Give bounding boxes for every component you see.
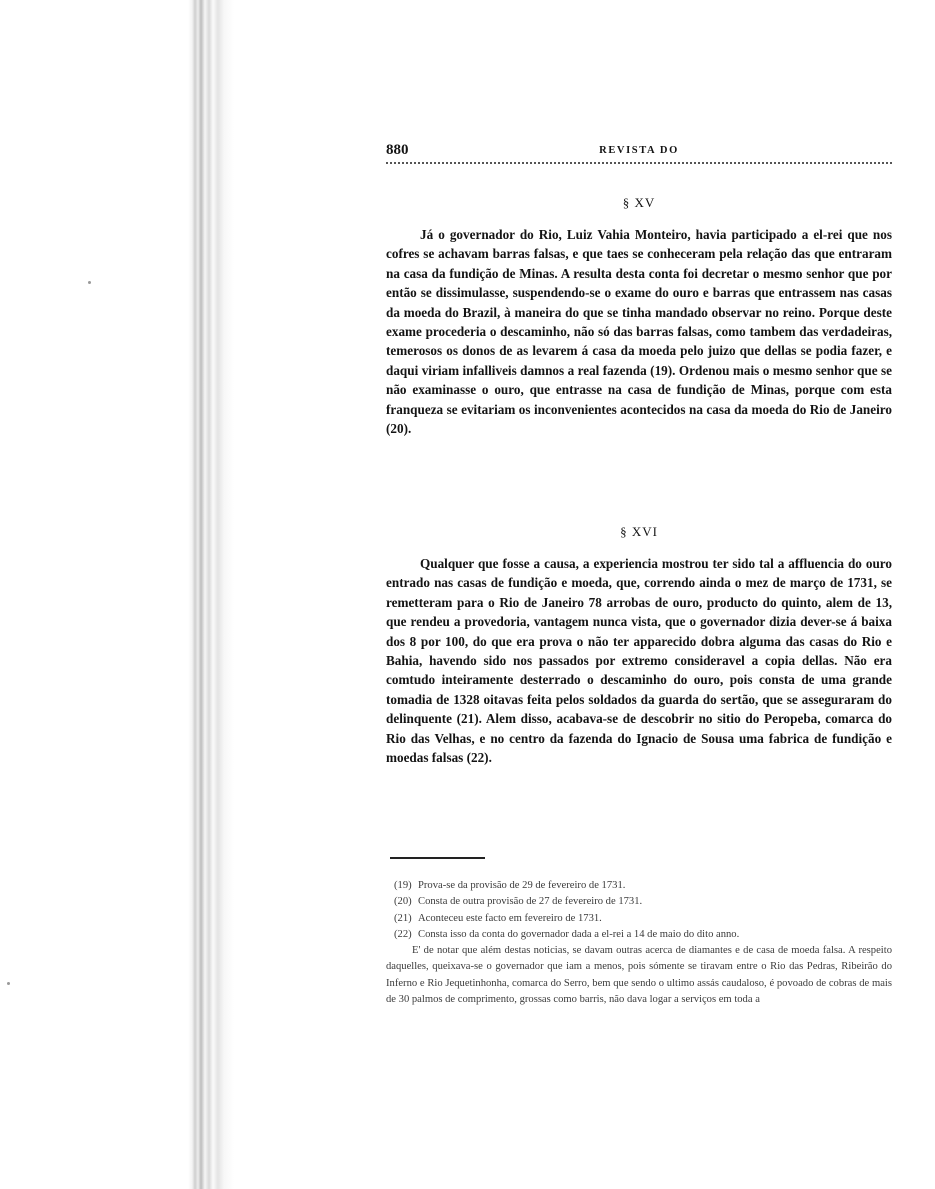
- section-xvi-paragraph: [386, 554, 892, 767]
- section-xv-paragraph: [386, 225, 892, 438]
- section-xv-text: Já o governador do Rio, Luiz Vahia Monteiro, havia participado a el-rei que nos cofres se achavam barras falsas, e que taes se conheceram pela relação das que entraram na casa da fundição de Minas. A resulta desta conta foi decretar o mesmo senhor que por então se dissimulasse, suspendendo-se o exame do ouro e barras que entrassem nas casas da moeda do Brazil, à maneira do que se tinha mandado observar no reino. Porque deste exame procederia o descaminho, não só das barras falsas, como tambem das verdadeiras, temerosos os donos de as levarem á casa da moeda pelo juizo que dellas se podia fazer, e daqui viriam infalliveis damnos a real fazenda (19). Ordenou mais o mesmo senhor que se não examinasse o ouro, que entrasse na casa de fundição de Minas, porque com esta franqueza se evitariam os inconvenientes acontecidos na casa da moeda do Rio de Janeiro (20).: [386, 227, 892, 437]
- footnote-number: (19): [394, 880, 412, 891]
- footnote-number: (22): [394, 928, 412, 940]
- footnote-continuation: E' de notar que além destas noticias, se davam outras acerca de diamantes e de casa de moeda falsa. A respeito daquelles, queixava-se o governador que iam a menos, pois sómente se tiravam entre o Rio das Pedras, Ribeirão do Inferno e Rio Jequetinhonha, comarca do Serro, bem que sendo o ultimo assás caudaloso, é povoado de cobras de mais de 30 palmos de comprimento, grossas como barris, não dava logar a serviços em toda a: [386, 945, 892, 1006]
- footnote-rule: [390, 857, 485, 859]
- footnote-19: [386, 878, 892, 894]
- section-heading-xvi: § XVI: [620, 524, 658, 539]
- footnote-text: Consta de outra provisão de 27 de fevereiro de 1731.: [418, 896, 643, 908]
- footnote-22: [386, 927, 892, 943]
- footnote-text: Consta isso da conta do governador dada a el-rei a 14 de maio do dito anno.: [418, 928, 740, 940]
- page-header: [386, 140, 892, 164]
- section-xvi-text: Qualquer que fosse a causa, a experiencia mostrou ter sido tal a affluencia do ouro entrado nas casas de fundição e moeda, que, correndo ainda o mez de março de 1731, se remetteram para o Rio de Janeiro 78 arrobas de ouro, producto do quinto, alem de 13, que rendeu a provedoria, vantagem nunca vista, que o governador dizia dever-se á baixa dos 8 por 100, do que era prova o não ter apparecido dobra alguma das casas do Rio e Bahia, havendo sido nos passados por extremo consideravel a copia dellas. Não era comtudo inteiramente desterrado o descaminho do ouro, pois consta de uma grande tomadia de 1328 oitavas feita pelos soldados da guarda do sertão, que se asseguraram do delinquente (21). Alem disso, acabava-se de descobrir no sitio do Peropeba, comarca do Rio das Velhas, e no centro da fazenda do Ignacio de Sousa uma fabrica de fundição e moedas falsas (22).: [386, 556, 892, 766]
- footnote-text: Aconteceu este facto em fevereiro de 1731.: [418, 912, 602, 924]
- page-number: 880: [386, 142, 409, 158]
- scan-speck: [88, 281, 91, 284]
- book-binding-gutter: [188, 0, 234, 1189]
- footnote-number: (20): [394, 896, 412, 908]
- section-heading-xv: § XV: [622, 195, 656, 210]
- running-head: REVISTA DO: [599, 145, 679, 156]
- footnote-21: [386, 911, 892, 927]
- footnote-20: [386, 894, 892, 910]
- footnote-text: Prova-se da provisão de 29 de fevereiro de 1731.: [418, 880, 626, 891]
- footnotes: [386, 878, 892, 1008]
- footnote-number: (21): [394, 912, 412, 924]
- book-page: [386, 140, 892, 1100]
- scan-speck: [7, 982, 10, 985]
